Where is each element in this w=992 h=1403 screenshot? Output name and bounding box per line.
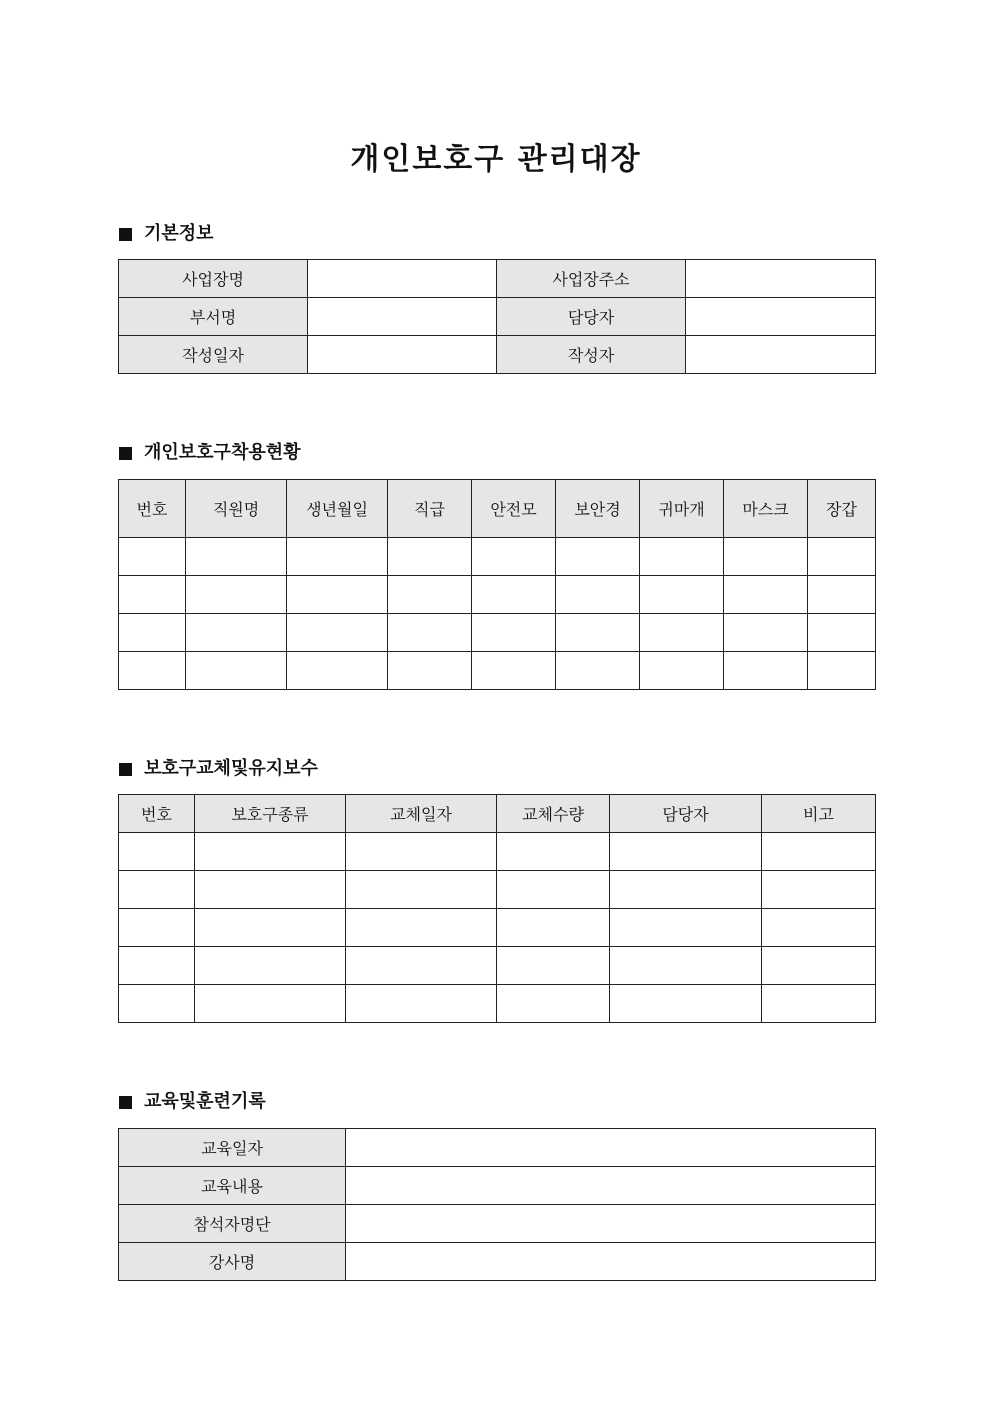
table-cell[interactable] [287, 614, 388, 652]
table-cell[interactable] [472, 652, 556, 690]
square-bullet-icon [119, 1096, 132, 1109]
table-cell[interactable] [119, 947, 195, 985]
table-row [119, 652, 876, 690]
table-row [119, 538, 876, 576]
table-cell[interactable] [388, 576, 472, 614]
field-label: 작성일자 [119, 336, 308, 374]
column-header: 귀마개 [640, 480, 724, 538]
column-header: 마스크 [724, 480, 808, 538]
table-cell[interactable] [762, 985, 876, 1023]
section-title: 개인보호구착용현황 [144, 442, 301, 463]
table-cell[interactable] [762, 947, 876, 985]
table-cell[interactable] [195, 833, 346, 871]
table-cell[interactable] [556, 614, 640, 652]
training-content-field[interactable] [346, 1167, 876, 1205]
department-field[interactable] [308, 298, 497, 336]
table-cell[interactable] [346, 871, 497, 909]
page-title: 개인보호구 관리대장 [350, 142, 642, 177]
table-cell[interactable] [119, 576, 186, 614]
table-cell[interactable] [346, 909, 497, 947]
square-bullet-icon [119, 763, 132, 776]
date-written-field[interactable] [308, 336, 497, 374]
square-bullet-icon [119, 447, 132, 460]
table-cell[interactable] [119, 652, 186, 690]
table-cell[interactable] [388, 614, 472, 652]
table-row [119, 298, 876, 336]
table-cell[interactable] [808, 576, 876, 614]
table-header-row [119, 795, 876, 833]
section-heading-wear-status [119, 441, 301, 465]
table-row [119, 260, 876, 298]
training-table [118, 1128, 876, 1281]
table-cell[interactable] [119, 538, 186, 576]
table-cell[interactable] [195, 909, 346, 947]
table-cell[interactable] [610, 947, 762, 985]
table-header-row [119, 480, 876, 538]
square-bullet-icon [119, 228, 132, 241]
table-cell[interactable] [610, 833, 762, 871]
table-cell[interactable] [762, 909, 876, 947]
manager-field[interactable] [686, 298, 876, 336]
table-cell[interactable] [640, 652, 724, 690]
table-cell[interactable] [556, 538, 640, 576]
table-cell[interactable] [724, 652, 808, 690]
table-row [119, 909, 876, 947]
column-header: 번호 [119, 795, 195, 833]
table-cell[interactable] [186, 538, 287, 576]
field-label: 참석자명단 [119, 1205, 346, 1243]
table-row [119, 1129, 876, 1167]
table-cell[interactable] [762, 871, 876, 909]
table-cell[interactable] [610, 871, 762, 909]
field-label: 교육일자 [119, 1129, 346, 1167]
table-cell[interactable] [610, 985, 762, 1023]
table-cell[interactable] [195, 947, 346, 985]
table-cell[interactable] [287, 576, 388, 614]
instructor-name-field[interactable] [346, 1243, 876, 1281]
table-cell[interactable] [610, 909, 762, 947]
table-cell[interactable] [186, 614, 287, 652]
table-cell[interactable] [556, 652, 640, 690]
field-label: 사업장명 [119, 260, 308, 298]
attendee-list-field[interactable] [346, 1205, 876, 1243]
training-date-field[interactable] [346, 1129, 876, 1167]
table-cell[interactable] [724, 614, 808, 652]
section-heading-basic-info [119, 222, 214, 246]
table-row [119, 614, 876, 652]
table-cell[interactable] [388, 652, 472, 690]
table-row [119, 336, 876, 374]
table-cell[interactable] [186, 652, 287, 690]
section-title: 교육및훈련기록 [144, 1091, 266, 1112]
table-cell[interactable] [497, 833, 610, 871]
column-header: 보안경 [556, 480, 640, 538]
table-cell[interactable] [346, 947, 497, 985]
table-cell[interactable] [119, 833, 195, 871]
field-label: 교육내용 [119, 1167, 346, 1205]
field-label: 강사명 [119, 1243, 346, 1281]
table-cell[interactable] [808, 652, 876, 690]
column-header: 보호구종류 [195, 795, 346, 833]
column-header: 교체일자 [346, 795, 497, 833]
section-title: 기본정보 [144, 223, 214, 244]
field-label: 사업장주소 [497, 260, 686, 298]
replacement-table [118, 794, 876, 1023]
column-header: 생년월일 [287, 480, 388, 538]
section-title: 보호구교체및유지보수 [144, 758, 318, 779]
table-cell[interactable] [556, 576, 640, 614]
field-label: 부서명 [119, 298, 308, 336]
table-row [119, 871, 876, 909]
table-cell[interactable] [287, 652, 388, 690]
table-row [119, 1243, 876, 1281]
table-row [119, 833, 876, 871]
table-row [119, 947, 876, 985]
wear-status-table [118, 479, 876, 690]
table-row [119, 576, 876, 614]
table-cell[interactable] [119, 614, 186, 652]
table-cell[interactable] [186, 576, 287, 614]
table-cell[interactable] [472, 538, 556, 576]
author-field[interactable] [686, 336, 876, 374]
field-label: 담당자 [497, 298, 686, 336]
table-cell[interactable] [119, 909, 195, 947]
table-cell[interactable] [497, 871, 610, 909]
table-cell[interactable] [808, 538, 876, 576]
table-cell[interactable] [388, 538, 472, 576]
table-cell[interactable] [472, 576, 556, 614]
basic-info-table [118, 259, 876, 374]
column-header: 교체수량 [497, 795, 610, 833]
table-cell[interactable] [640, 576, 724, 614]
table-cell[interactable] [287, 538, 388, 576]
table-cell[interactable] [119, 985, 195, 1023]
column-header: 번호 [119, 480, 186, 538]
table-cell[interactable] [724, 576, 808, 614]
table-cell[interactable] [762, 833, 876, 871]
column-header: 안전모 [472, 480, 556, 538]
field-label: 작성자 [497, 336, 686, 374]
table-cell[interactable] [497, 909, 610, 947]
table-row [119, 985, 876, 1023]
column-header: 직급 [388, 480, 472, 538]
workplace-name-field[interactable] [308, 260, 497, 298]
table-cell[interactable] [119, 871, 195, 909]
table-cell[interactable] [640, 614, 724, 652]
table-cell[interactable] [497, 985, 610, 1023]
table-cell[interactable] [724, 538, 808, 576]
column-header: 장갑 [808, 480, 876, 538]
section-heading-replacement [119, 757, 318, 781]
table-cell[interactable] [472, 614, 556, 652]
table-cell[interactable] [640, 538, 724, 576]
table-row [119, 1205, 876, 1243]
table-cell[interactable] [497, 947, 610, 985]
table-cell[interactable] [195, 985, 346, 1023]
table-cell[interactable] [808, 614, 876, 652]
table-row [119, 1167, 876, 1205]
column-header: 담당자 [610, 795, 762, 833]
table-cell[interactable] [346, 833, 497, 871]
table-cell[interactable] [346, 985, 497, 1023]
section-heading-training [119, 1090, 266, 1114]
workplace-address-field[interactable] [686, 260, 876, 298]
table-cell[interactable] [195, 871, 346, 909]
column-header: 비고 [762, 795, 876, 833]
column-header: 직원명 [186, 480, 287, 538]
